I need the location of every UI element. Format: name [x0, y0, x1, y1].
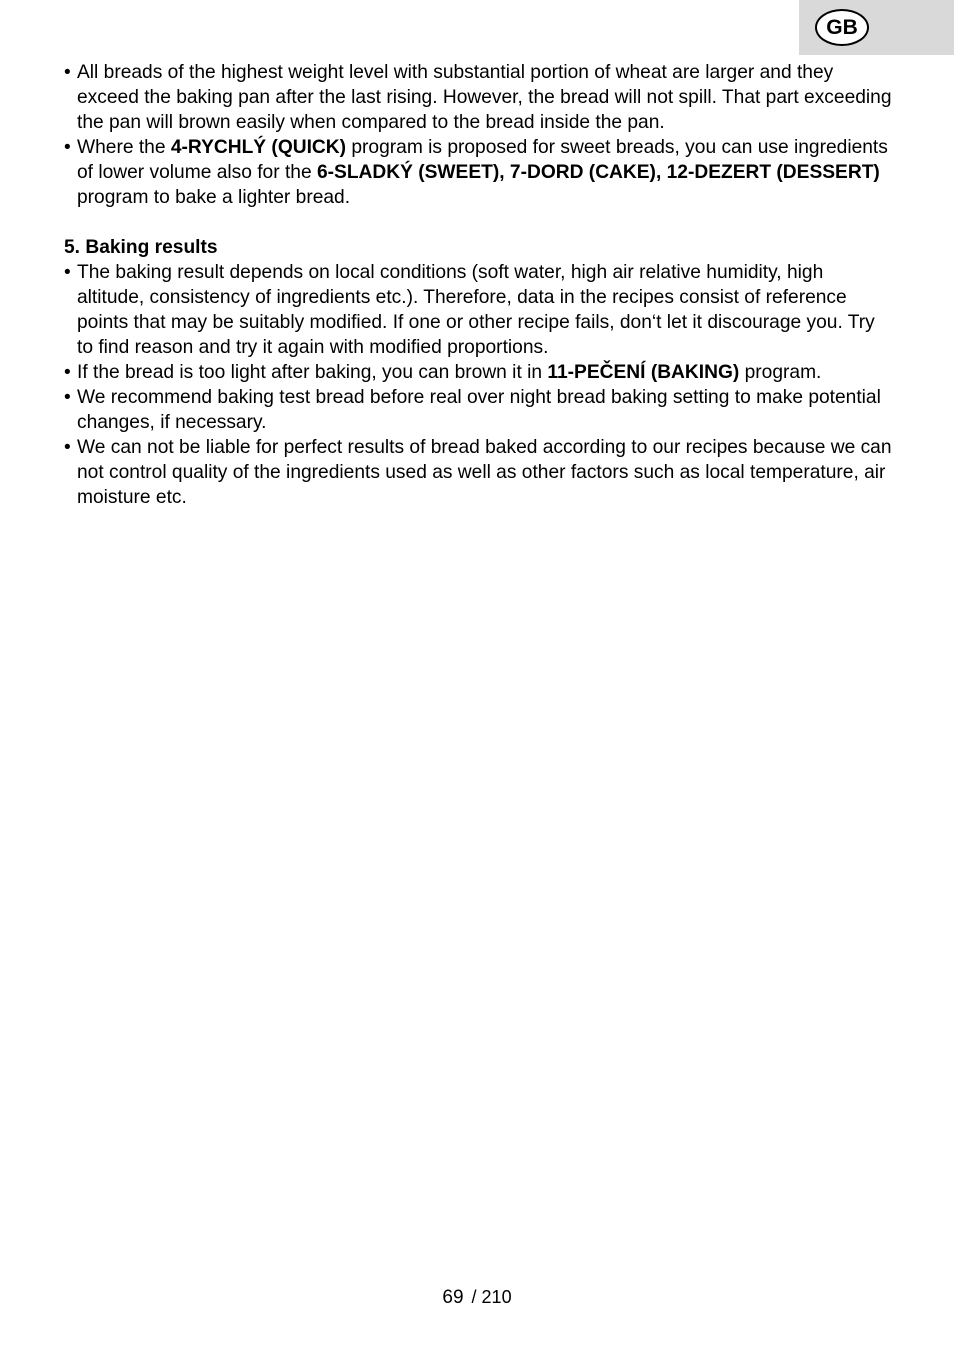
intro-bullet-list — [64, 60, 894, 210]
page-number — [0, 1285, 954, 1310]
bold-program-name: 11-PEČENÍ (BAKING) — [547, 362, 740, 383]
text-segment: The baking result depends on local conditions (soft water, high air relative humidity, high altitude, consistency of ingredients etc.). Therefore, data in the recipes consist of reference points that may be suitably modified. If one or other recipe fails, don‘t let it discourage you. Try to find reason and try it again with modified proportions. — [77, 262, 875, 358]
baking-results-list — [64, 260, 894, 510]
text-segment: All breads of the highest weight level with substantial portion of wheat are larger and they exceed the baking pan after the last rising. However, the bread will not spill. That part exceeding the pan will brown easily when compared to the bread inside the pan. — [77, 62, 892, 133]
page-content — [64, 60, 894, 510]
list-item — [64, 260, 894, 360]
page-total: / 210 — [471, 1287, 512, 1307]
page-current: 69 — [442, 1287, 464, 1308]
section-heading: 5. Baking results — [64, 237, 218, 258]
text-segment: We recommend baking test bread before real over night bread baking setting to make potential changes, if necessary. — [77, 387, 881, 433]
text-segment: program is proposed for sweet breads, you can use ingredients of lower volume also for the — [77, 137, 888, 183]
language-badge: GB — [815, 9, 869, 46]
text-segment: program. — [739, 362, 822, 383]
list-item — [64, 435, 894, 510]
bold-program-name: 4-RYCHLÝ (QUICK) — [170, 137, 347, 158]
text-segment: We can not be liable for perfect results of bread baked according to our recipes because we can not control quality of the ingredients used as well as other factors such as local temperature, air moisture etc. — [77, 437, 892, 508]
list-item — [64, 360, 894, 385]
list-item — [64, 60, 894, 135]
list-item — [64, 135, 894, 210]
language-tab — [799, 0, 954, 55]
bold-program-name: 6-SLADKÝ (SWEET), 7-DORD (CAKE), 12-DEZERT (DESSERT) — [316, 162, 880, 183]
text-segment: If the bread is too light after baking, you can brown it in — [77, 362, 548, 383]
text-segment: Where the — [77, 137, 171, 158]
list-item — [64, 385, 894, 435]
text-segment: program to bake a lighter bread. — [77, 187, 351, 208]
